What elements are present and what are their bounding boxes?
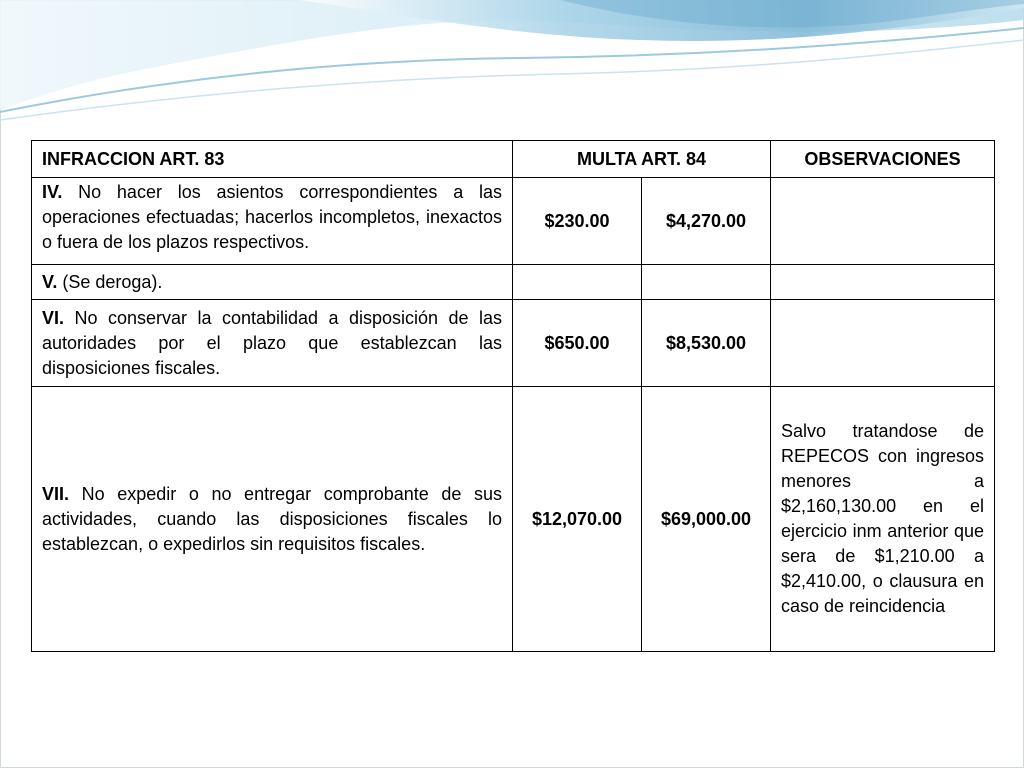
infraccion-text: No hacer los asientos correspondientes a las operaciones efectuadas; hacerlos incompletos, inexactos o fuera de los plazos respectivos. xyxy=(42,181,502,252)
multa-min-cell xyxy=(513,265,642,300)
header-wave-decoration xyxy=(0,0,1024,130)
table-row xyxy=(32,300,995,387)
multa-max-cell: $69,000.00 xyxy=(642,387,771,652)
infraccion-text: No expedir o no entregar comprobante de sus actividades, cuando las disposiciones fiscales lo establezcan, o expedirlos sin requisitos fiscales. xyxy=(42,483,502,554)
infraccion-numeral: VI. xyxy=(42,307,65,328)
infraccion-cell xyxy=(32,265,513,300)
header-infraccion: INFRACCION ART. 83 xyxy=(32,141,513,178)
observaciones-cell xyxy=(771,265,995,300)
infraccion-numeral: IV. xyxy=(42,181,63,202)
infraccion-text: No conservar la contabilidad a disposición de las autoridades por el plazo que establezcan las disposiciones fiscales. xyxy=(42,307,502,378)
multa-min-cell: $230.00 xyxy=(513,178,642,265)
multa-max-cell: $4,270.00 xyxy=(642,178,771,265)
multa-min-cell: $650.00 xyxy=(513,300,642,387)
observaciones-cell xyxy=(771,300,995,387)
infraccion-text: (Se deroga). xyxy=(62,271,163,292)
header-multa: MULTA ART. 84 xyxy=(513,141,771,178)
multa-max-cell: $8,530.00 xyxy=(642,300,771,387)
infraccion-numeral: V. xyxy=(42,271,58,292)
infraccion-numeral: VII. xyxy=(42,483,70,504)
table-row xyxy=(32,387,995,652)
table-row xyxy=(32,178,995,265)
multa-min-cell: $12,070.00 xyxy=(513,387,642,652)
infraccion-cell xyxy=(32,387,513,652)
infraccion-cell xyxy=(32,178,513,265)
observaciones-cell: Salvo tratandose de REPECOS con ingresos menores a $2,160,130.00 en el ejercicio inm anterior que sera de $1,210.00 a $2,410.00, o clausura en caso de reincidencia xyxy=(771,387,995,652)
table-header-row xyxy=(32,141,995,178)
observaciones-cell xyxy=(771,178,995,265)
fines-table xyxy=(31,140,995,652)
header-observaciones: OBSERVACIONES xyxy=(771,141,995,178)
multa-max-cell xyxy=(642,265,771,300)
table-row xyxy=(32,265,995,300)
infraccion-cell xyxy=(32,300,513,387)
